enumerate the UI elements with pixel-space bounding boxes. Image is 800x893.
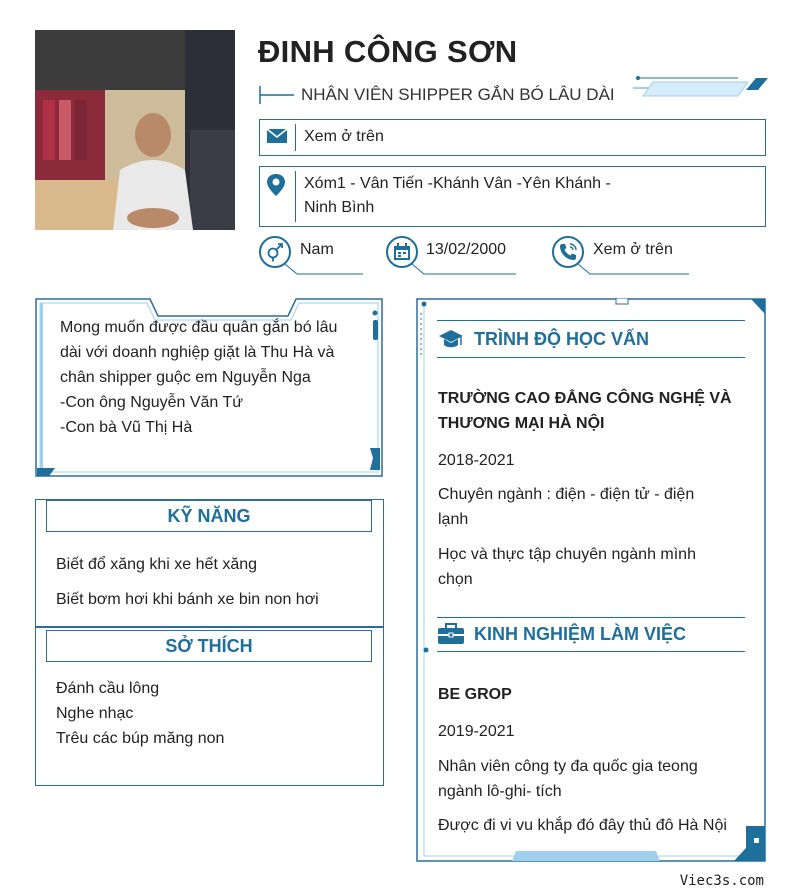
- hobby-item: Đánh cầu lông: [56, 680, 160, 697]
- phone-underline: [578, 262, 690, 276]
- school-name-line1: TRƯỜNG CAO ĐẲNG CÔNG NGHỆ VÀ: [438, 390, 732, 407]
- envelope-icon: [266, 127, 288, 150]
- objective-line: -Con ông Nguyễn Văn Tứ: [60, 394, 243, 411]
- gender-value: Nam: [300, 241, 334, 258]
- skill-item: Biết đổ xăng khi xe hết xăng: [56, 556, 258, 573]
- address-row: [259, 166, 766, 227]
- address-value: Xóm1 - Vân Tiến -Khánh Vân -Yên Khánh - Ninh Bình: [304, 175, 611, 216]
- email-row: [259, 119, 766, 156]
- skill-item: Biết bơm hơi khi bánh xe bin non hơi: [56, 591, 319, 608]
- education-note-line2: chọn: [438, 571, 473, 588]
- experience-desc-line3: Được đi vi vu khắp đó đây thủ đô Hà Nội: [438, 817, 727, 834]
- education-period: 2018-2021: [438, 452, 515, 469]
- email-value: Xem ở trên: [304, 128, 384, 145]
- location-pin-icon: [266, 173, 286, 202]
- objective-line: Mong muốn được đầu quân gắn bó lâu: [60, 319, 338, 336]
- experience-desc-line2: ngành lô-ghi- tích: [438, 783, 562, 800]
- hobbies-section: [35, 627, 384, 786]
- phone-value: Xem ở trên: [593, 241, 673, 258]
- hobby-item: Trêu các búp măng non: [56, 730, 225, 747]
- experience-title: KINH NGHIỆM LÀM VIỆC: [474, 624, 687, 644]
- birthday-value: 13/02/2000: [426, 241, 507, 258]
- gender-underline: [285, 262, 365, 276]
- experience-desc-line1: Nhân viên công ty đa quốc gia teong: [438, 758, 698, 775]
- company-name: BE GROP: [438, 686, 512, 703]
- education-major-line1: Chuyên ngành : điện - điện tử - điện: [438, 486, 695, 503]
- profile-photo: [35, 30, 235, 230]
- objective-line: chân shipper guộc em Nguyễn Nga: [60, 369, 311, 386]
- objective-text: [60, 315, 370, 440]
- graduation-cap-icon: [438, 328, 464, 355]
- hobby-item: Nghe nhạc: [56, 705, 134, 722]
- watermark: Viec3s.com: [679, 873, 764, 889]
- objective-line: dài với doanh nghiệp giặt là Thu Hà và: [60, 344, 335, 361]
- education-title: TRÌNH ĐỘ HỌC VẤN: [474, 329, 649, 349]
- education-major-line2: lạnh: [438, 511, 469, 528]
- experience-period: 2019-2021: [438, 723, 515, 740]
- birthday-underline: [412, 262, 517, 276]
- skills-section: [35, 499, 384, 627]
- objective-line: -Con bà Vũ Thị Hà: [60, 419, 193, 436]
- briefcase-icon: [437, 623, 465, 650]
- hobbies-title: SỞ THÍCH: [46, 630, 372, 662]
- skills-title: KỸ NĂNG: [46, 500, 372, 532]
- school-name-line2: THƯƠNG MẠI HÀ NỘI: [438, 415, 605, 432]
- candidate-name: ĐINH CÔNG SƠN: [258, 34, 518, 69]
- education-note-line1: Học và thực tập chuyên ngành mình: [438, 546, 696, 563]
- job-title: NHÂN VIÊN SHIPPER GẮN BÓ LÂU DÀI: [301, 85, 615, 104]
